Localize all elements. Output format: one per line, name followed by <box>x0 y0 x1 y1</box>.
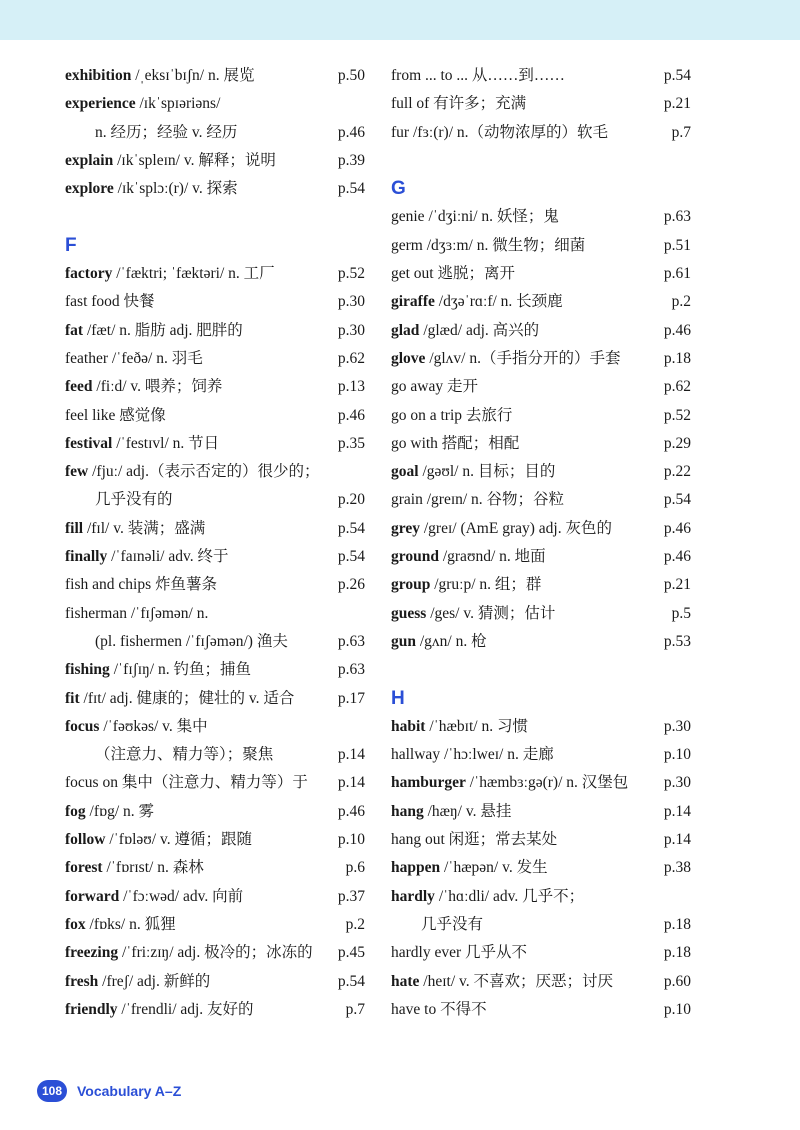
page-reference: p.52 <box>337 265 365 283</box>
definition: /ˈfɒrɪst/ n. 森林 <box>102 859 204 877</box>
vocab-entry <box>65 62 365 90</box>
definition: /fjuː/ adj.（表示否定的）很少的； <box>88 463 320 481</box>
entry-text <box>391 402 512 430</box>
vocab-entry <box>391 713 691 741</box>
definition: /glæd/ adj. 高兴的 <box>419 321 540 339</box>
definition: grain /greɪn/ n. 谷物；谷粒 <box>391 491 565 509</box>
headword: fat <box>65 321 84 339</box>
entry-text <box>391 345 620 373</box>
vocab-entry <box>391 317 691 345</box>
headword: freezing <box>65 944 119 962</box>
headword: giraffe <box>391 293 435 311</box>
vocab-entry <box>391 996 691 1024</box>
headword: forward <box>65 887 120 905</box>
definition: /ɪkˈsplɔː(r)/ v. 探索 <box>113 180 238 198</box>
headword: experience <box>65 95 136 113</box>
vocab-entry <box>65 486 365 514</box>
definition: germ /dʒɜːm/ n. 微生物；细菌 <box>391 236 586 254</box>
page-reference: p.20 <box>337 491 365 509</box>
section-title: Vocabulary A–Z <box>77 1083 182 1099</box>
definition: /ɪkˈspɪəriəns/ <box>135 95 221 113</box>
page-reference: p.61 <box>663 265 691 283</box>
definition: /fɪl/ v. 装满；盛满 <box>83 519 206 537</box>
page-reference: p.13 <box>337 378 365 396</box>
entry-text <box>65 628 288 656</box>
vocab-entry <box>391 373 691 401</box>
vocab-entry <box>65 656 365 684</box>
entry-text <box>65 543 228 571</box>
vocab-entry <box>65 119 365 147</box>
definition: fast food 快餐 <box>65 293 155 311</box>
definition: genie /ˈdʒiːni/ n. 妖怪；鬼 <box>391 208 559 226</box>
definition: /gruːp/ n. 组；群 <box>430 576 542 594</box>
entry-text <box>65 883 243 911</box>
definition: /ˈhæmbɜːgə(r)/ n. 汉堡包 <box>465 774 629 792</box>
page-reference: p.14 <box>663 802 691 820</box>
page-reference: p.51 <box>663 236 691 254</box>
headword: habit <box>391 717 426 735</box>
headword: fit <box>65 689 80 707</box>
headword: gun <box>391 632 416 650</box>
entry-text <box>391 769 628 797</box>
vocab-entry <box>65 996 365 1024</box>
entry-text <box>391 90 526 118</box>
entry-text <box>65 911 176 939</box>
vocab-entry <box>391 826 691 854</box>
page-reference: p.14 <box>663 831 691 849</box>
page-reference: p.50 <box>337 67 365 84</box>
vocab-entry <box>391 628 691 656</box>
vocab-entry <box>65 798 365 826</box>
vocab-entry <box>391 232 691 260</box>
definition: /hæŋ/ v. 悬挂 <box>423 802 512 820</box>
definition: hallway /ˈhɔːlweɪ/ n. 走廊 <box>391 746 554 764</box>
definition: full of 有许多；充满 <box>391 95 527 113</box>
entry-text <box>391 430 519 458</box>
page-reference: p.14 <box>337 774 365 792</box>
vocab-entry <box>65 260 365 288</box>
vocabulary-column-left <box>65 62 365 1024</box>
page-reference: p.21 <box>663 576 691 594</box>
page-reference: p.17 <box>337 689 365 707</box>
headword: hamburger <box>391 774 466 792</box>
headword: ground <box>391 548 439 566</box>
headword: feed <box>65 378 93 396</box>
definition: /fɪt/ adj. 健康的；健壮的 v. 适合 <box>79 689 295 707</box>
entry-text <box>391 373 478 401</box>
headword: hardly <box>391 887 435 905</box>
page-reference: p.63 <box>337 661 365 679</box>
section-gap <box>391 656 691 684</box>
entry-text <box>391 883 584 911</box>
definition: /ɪkˈspleɪn/ v. 解释；说明 <box>113 151 276 169</box>
headword: few <box>65 463 89 481</box>
page-reference: p.46 <box>663 548 691 566</box>
headword: fresh <box>65 972 99 990</box>
vocab-entry <box>65 515 365 543</box>
entry-text <box>65 430 219 458</box>
page-reference: p.60 <box>663 972 691 990</box>
definition: /fɒg/ n. 雾 <box>85 802 155 820</box>
headword: hate <box>391 972 420 990</box>
vocab-entry <box>391 883 691 911</box>
definition: /ˈhæpən/ v. 发生 <box>440 859 548 877</box>
entry-text <box>65 119 237 147</box>
vocab-entry <box>391 345 691 373</box>
vocab-entry <box>65 458 365 486</box>
page-reference: p.35 <box>337 434 365 452</box>
definition: /ges/ v. 猜测；估计 <box>426 604 556 622</box>
definition: /graʊnd/ n. 地面 <box>438 548 546 566</box>
entry-text <box>391 486 564 514</box>
definition: /ˈfaɪnəli/ adv. 终于 <box>107 548 229 566</box>
vocab-entry <box>391 600 691 628</box>
entry-text <box>65 402 166 430</box>
page-reference: p.30 <box>663 717 691 735</box>
page-reference: p.18 <box>663 349 691 367</box>
entry-text <box>391 628 487 656</box>
vocab-entry <box>391 911 691 939</box>
entry-text <box>391 571 541 599</box>
headword: festival <box>65 434 113 452</box>
entry-text <box>65 345 203 373</box>
page-reference: p.54 <box>337 548 365 566</box>
vocab-entry <box>65 373 365 401</box>
vocab-entry <box>65 628 365 656</box>
headword: glad <box>391 321 420 339</box>
headword: fog <box>65 802 86 820</box>
definition: fish and chips 炸鱼薯条 <box>65 576 217 594</box>
entry-text <box>391 317 539 345</box>
definition: get out 逃脱；离开 <box>391 265 515 283</box>
entry-text <box>391 600 555 628</box>
page-reference: p.46 <box>663 519 691 537</box>
entry-text <box>391 741 554 769</box>
page-reference: p.53 <box>663 632 691 650</box>
headword: finally <box>65 548 108 566</box>
definition: /ˈfəʊkəs/ v. 集中 <box>99 717 208 735</box>
definition: from ... to ... 从……到…… <box>391 67 565 84</box>
vocab-entry <box>391 402 691 430</box>
vocab-entry <box>65 90 365 118</box>
page-reference: p.46 <box>337 802 365 820</box>
definition: /ˈfrendli/ adj. 友好的 <box>117 1000 254 1018</box>
vocab-entry <box>65 968 365 996</box>
vocab-entry <box>65 402 365 430</box>
headword: explain <box>65 151 114 169</box>
headword: exhibition <box>65 67 132 84</box>
entry-text <box>65 685 294 713</box>
headword: glove <box>391 349 426 367</box>
vocab-entry <box>65 543 365 571</box>
entry-text <box>391 968 613 996</box>
vocab-entry <box>391 486 691 514</box>
definition: /ˈfestɪvl/ n. 节日 <box>112 434 220 452</box>
vocabulary-column-right <box>391 62 691 1024</box>
vocab-entry <box>391 769 691 797</box>
page-reference: p.10 <box>337 831 365 849</box>
definition: /dʒəˈrɑːf/ n. 长颈鹿 <box>434 293 563 311</box>
headword: explore <box>65 180 114 198</box>
page-reference: p.21 <box>663 95 691 113</box>
vocab-entry <box>391 515 691 543</box>
letter-heading: H <box>391 687 405 709</box>
entry-text <box>391 119 608 147</box>
entry-text <box>65 600 208 628</box>
vocab-entry <box>391 458 691 486</box>
vocab-entry <box>65 600 365 628</box>
entry-text <box>391 232 585 260</box>
definition: hang out 闲逛；常去某处 <box>391 831 558 849</box>
headword: forest <box>65 859 103 877</box>
page-reference: p.5 <box>671 604 691 622</box>
headword: grey <box>391 519 420 537</box>
vocab-entry <box>65 939 365 967</box>
section-gap <box>65 203 365 231</box>
entry-text <box>65 769 308 797</box>
section-gap <box>391 147 691 175</box>
page-reference: p.54 <box>663 491 691 509</box>
page-reference: p.46 <box>663 321 691 339</box>
vocab-entry <box>65 175 365 203</box>
headword: follow <box>65 831 106 849</box>
vocab-entry <box>391 90 691 118</box>
entry-text <box>391 62 565 90</box>
headword: goal <box>391 463 419 481</box>
vocab-entry <box>65 826 365 854</box>
entry-text <box>65 656 251 684</box>
definition: feel like 感觉像 <box>65 406 166 424</box>
definition: /greɪ/ (AmE gray) adj. 灰色的 <box>419 519 612 537</box>
vocab-entry <box>391 939 691 967</box>
vocab-entry <box>391 288 691 316</box>
entry-text <box>391 543 546 571</box>
page-reference: p.39 <box>337 151 365 169</box>
definition: /fɒks/ n. 狐狸 <box>85 915 176 933</box>
definition: feather /ˈfeðə/ n. 羽毛 <box>65 349 203 367</box>
page-reference: p.26 <box>337 576 365 594</box>
page-reference: p.63 <box>337 632 365 650</box>
entry-text <box>65 373 222 401</box>
entry-text <box>391 996 487 1024</box>
entry-text <box>391 458 555 486</box>
vocab-entry <box>65 685 365 713</box>
page-reference: p.38 <box>663 859 691 877</box>
vocab-entry <box>65 713 365 741</box>
entry-text <box>65 713 208 741</box>
vocab-entry <box>65 854 365 882</box>
vocab-entry <box>391 62 691 90</box>
entry-text <box>65 939 313 967</box>
vocab-entry <box>391 430 691 458</box>
entry-text <box>65 486 173 514</box>
headword: fill <box>65 519 84 537</box>
entry-text <box>65 175 238 203</box>
entry-text <box>65 798 154 826</box>
headword: happen <box>391 859 441 877</box>
entry-text <box>65 515 205 543</box>
entry-text <box>65 458 319 486</box>
definition: /fæt/ n. 脂肪 adj. 肥胖的 <box>83 321 243 339</box>
headword: factory <box>65 265 113 283</box>
page-reference: p.63 <box>663 208 691 226</box>
entry-text <box>391 911 483 939</box>
entry-text <box>391 515 612 543</box>
vocab-entry <box>65 430 365 458</box>
definition: have to 不得不 <box>391 1000 487 1018</box>
entry-text <box>65 317 243 345</box>
definition: /ˈfɪʃɪŋ/ n. 钓鱼；捕鱼 <box>109 661 251 679</box>
entry-text <box>65 62 254 90</box>
top-band <box>0 0 800 40</box>
headword: guess <box>391 604 427 622</box>
vocab-entry <box>65 345 365 373</box>
definition: /freʃ/ adj. 新鲜的 <box>98 972 211 990</box>
definition: /gəʊl/ n. 目标；目的 <box>418 463 556 481</box>
definition: /ˈhæbɪt/ n. 习惯 <box>425 717 528 735</box>
entry-text <box>65 260 275 288</box>
page-reference: p.62 <box>337 349 365 367</box>
headword: focus <box>65 717 100 735</box>
vocab-entry <box>65 883 365 911</box>
definition: （注意力、精力等）；聚焦 <box>95 746 274 764</box>
definition: /ˈfæktri; ˈfæktəri/ n. 工厂 <box>112 265 275 283</box>
entry-text <box>65 968 210 996</box>
page-reference: p.30 <box>663 774 691 792</box>
vocab-entry <box>65 911 365 939</box>
page-reference: p.54 <box>337 519 365 537</box>
page-reference: p.54 <box>663 67 691 84</box>
definition: (pl. fishermen /ˈfɪʃəmən/) 渔夫 <box>95 632 288 650</box>
definition: /gʌn/ n. 枪 <box>416 632 487 650</box>
vocab-entry <box>65 288 365 316</box>
vocab-entry <box>65 571 365 599</box>
page-reference: p.46 <box>337 123 365 141</box>
entry-text <box>65 854 204 882</box>
page-reference: p.52 <box>663 406 691 424</box>
definition: n. 经历；经验 v. 经历 <box>95 123 238 141</box>
entry-text <box>391 854 548 882</box>
entry-text <box>65 996 254 1024</box>
page-reference: p.18 <box>663 944 691 962</box>
page-reference: p.62 <box>663 378 691 396</box>
definition: focus on 集中（注意力、精力等）于 <box>65 774 308 792</box>
definition: /glʌv/ n.（手指分开的）手套 <box>425 349 621 367</box>
page-reference: p.30 <box>337 321 365 339</box>
page-reference: p.2 <box>671 293 691 311</box>
entry-text <box>391 826 557 854</box>
vocab-entry <box>391 571 691 599</box>
entry-text <box>391 939 527 967</box>
vocab-entry <box>391 260 691 288</box>
entry-text <box>391 288 563 316</box>
page-reference: p.45 <box>337 944 365 962</box>
entry-text <box>65 288 155 316</box>
page-reference: p.54 <box>337 180 365 198</box>
definition: /ˈfɒləʊ/ v. 遵循；跟随 <box>105 831 252 849</box>
entry-text <box>65 147 276 175</box>
headword: group <box>391 576 431 594</box>
vocab-entry <box>391 798 691 826</box>
entry-text <box>391 798 511 826</box>
page-number-badge: 108 <box>37 1080 67 1102</box>
entry-text <box>391 260 515 288</box>
headword: friendly <box>65 1000 118 1018</box>
page-reference: p.37 <box>337 887 365 905</box>
definition: fisherman /ˈfɪʃəmən/ n. <box>65 604 209 622</box>
vocab-entry <box>391 203 691 231</box>
letter-heading: F <box>65 234 77 256</box>
definition: fur /fɜː(r)/ n.（动物浓厚的）软毛 <box>391 123 609 141</box>
definition: go with 搭配；相配 <box>391 434 520 452</box>
page-reference: p.6 <box>345 859 365 877</box>
definition: /ˈhɑːdli/ adv. 几乎不； <box>434 887 585 905</box>
definition: /fiːd/ v. 喂养；饲养 <box>92 378 223 396</box>
definition: 几乎没有的 <box>95 491 173 509</box>
page-reference: p.18 <box>663 915 691 933</box>
headword: hang <box>391 802 424 820</box>
vocab-entry <box>65 317 365 345</box>
entry-text <box>65 826 252 854</box>
entry-text <box>65 90 220 118</box>
page-reference: p.46 <box>337 406 365 424</box>
page-reference: p.30 <box>337 293 365 311</box>
page-reference: p.7 <box>345 1000 365 1018</box>
page-reference: p.54 <box>337 972 365 990</box>
page-reference: p.2 <box>345 915 365 933</box>
vocab-entry <box>391 119 691 147</box>
page-reference: p.7 <box>671 123 691 141</box>
entry-text <box>65 741 273 769</box>
entry-text <box>391 203 559 231</box>
vocab-entry <box>65 741 365 769</box>
entry-text <box>65 571 217 599</box>
definition: go on a trip 去旅行 <box>391 406 513 424</box>
definition: /ˈfɔːwəd/ adv. 向前 <box>119 887 244 905</box>
vocab-entry <box>65 147 365 175</box>
page-reference: p.10 <box>663 746 691 764</box>
headword: fox <box>65 915 86 933</box>
vocab-entry <box>391 543 691 571</box>
page-reference: p.22 <box>663 463 691 481</box>
headword: fishing <box>65 661 110 679</box>
entry-text <box>391 713 528 741</box>
page-reference: p.10 <box>663 1000 691 1018</box>
page-footer <box>37 1079 181 1103</box>
definition: /heɪt/ v. 不喜欢；厌恶；讨厌 <box>419 972 614 990</box>
vocab-entry <box>391 741 691 769</box>
definition: /ˌeksɪˈbɪʃn/ n. 展览 <box>131 67 255 84</box>
definition: hardly ever 几乎从不 <box>391 944 528 962</box>
page-reference: p.29 <box>663 434 691 452</box>
vocab-entry <box>391 968 691 996</box>
vocab-entry <box>65 769 365 797</box>
page-reference: p.14 <box>337 746 365 764</box>
definition: go away 走开 <box>391 378 478 396</box>
definition: /ˈfriːzɪŋ/ adj. 极冷的；冰冻的 <box>118 944 313 962</box>
letter-heading: G <box>391 178 406 200</box>
definition: 几乎没有 <box>421 915 484 933</box>
vocab-entry <box>391 854 691 882</box>
